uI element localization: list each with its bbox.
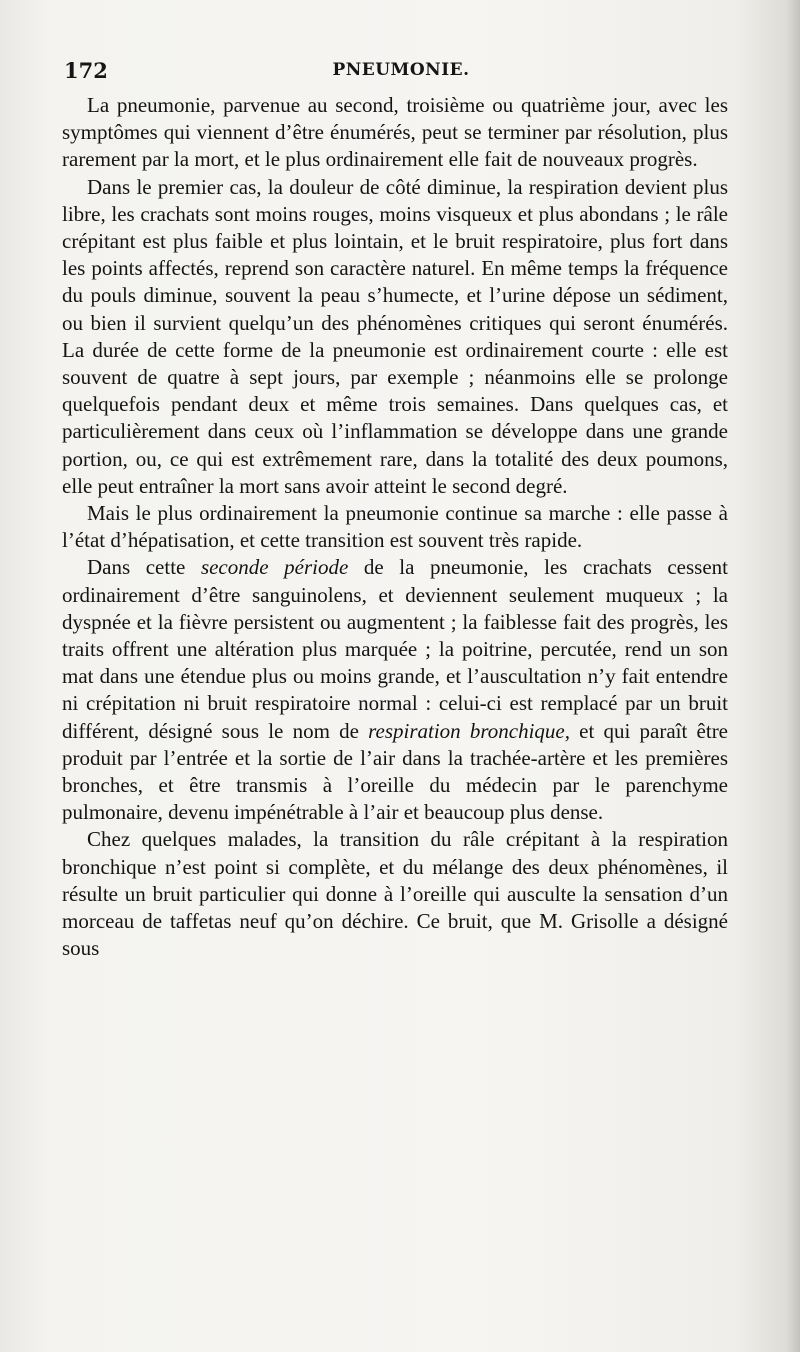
text-run: de la pneumonie, les crachats cessent ordinairement d’être sanguinolens, et deviennent seulement muqueux ; la dyspnée et la fièvre persistent ou augmentent ; la faiblesse fait des progrès, les traits offrent une altération plus marquée ; la poitrine, percutée, rend un son mat dans une étendue plus ou moins grande, et l’auscultation n’y fait entendre ni crépitation ni bruit respiratoire normal : celui-ci est remplacé par un bruit différent, désigné sous le nom de xyxy=(62,555,728,743)
running-head: PNEUMONIE. xyxy=(332,60,470,80)
paragraph xyxy=(62,500,728,554)
text-run: Chez quelques malades, la transition du râle crépitant à la respiration bronchique n’est point si complète, et du mélange des deux phénomènes, il résulte un bruit particulier qui donne à l’oreille qui ausculte la sensation d’un morceau de taffetas neuf qu’on déchire. Ce bruit, que M. Grisolle a désigné sous xyxy=(62,827,728,961)
paragraph xyxy=(62,826,728,962)
page-edge-shadow xyxy=(786,0,800,1352)
text-run: et qui paraît être produit par l’entrée et la sortie de l’air dans la trachée-artère et les premières bronches, et être transmis à l’oreille du médecin par le parenchyme pulmonaire, devenu impénétrable à l’air et beaucoup plus dense. xyxy=(62,718,729,825)
page-number: 172 xyxy=(64,58,108,83)
italic-term: seconde période xyxy=(200,555,349,580)
page-header xyxy=(64,58,738,86)
text-run: Mais le plus ordinairement la pneumonie continue sa marche : elle passe à l’état d’hépatisation, et cette transition est souvent très rapide. xyxy=(62,501,728,553)
paragraph xyxy=(62,174,728,500)
paragraph xyxy=(62,92,728,174)
paragraph xyxy=(62,554,728,826)
body-text xyxy=(62,92,728,963)
text-run: Dans cette xyxy=(87,555,201,580)
text-run: Dans le premier cas, la douleur de côté diminue, la respiration devient plus libre, les crachats sont moins rouges, moins visqueux et plus abondans ; le râle crépitant est plus faible et plus lointain, et le bruit respiratoire, plus fort dans les points affectés, reprend son caractère naturel. En même temps la fréquence du pouls diminue, souvent la peau s’humecte, et l’urine dépose un sédiment, ou bien il survient quelqu’un des phénomènes critiques qui seront énumérés. La durée de cette forme de la pneumonie est ordinairement courte : elle est souvent de quatre à sept jours, par exemple ; néanmoins elle se prolonge quelquefois pendant deux et même trois semaines. Dans quelques cas, et particulièrement dans ceux où l’inflammation se développe dans une grande portion, ou, ce qui est extrêmement rare, dans la totalité des deux poumons, elle peut entraîner la mort sans avoir atteint le second degré. xyxy=(62,174,728,498)
italic-term: respiration bronchique, xyxy=(368,718,570,743)
text-run: La pneumonie, parvenue au second, troisième ou quatrième jour, avec les symptômes qui viennent d’être énumérés, peut se terminer par résolution, plus rarement par la mort, et le plus ordinairement elle fait de nouveaux progrès. xyxy=(62,93,728,172)
